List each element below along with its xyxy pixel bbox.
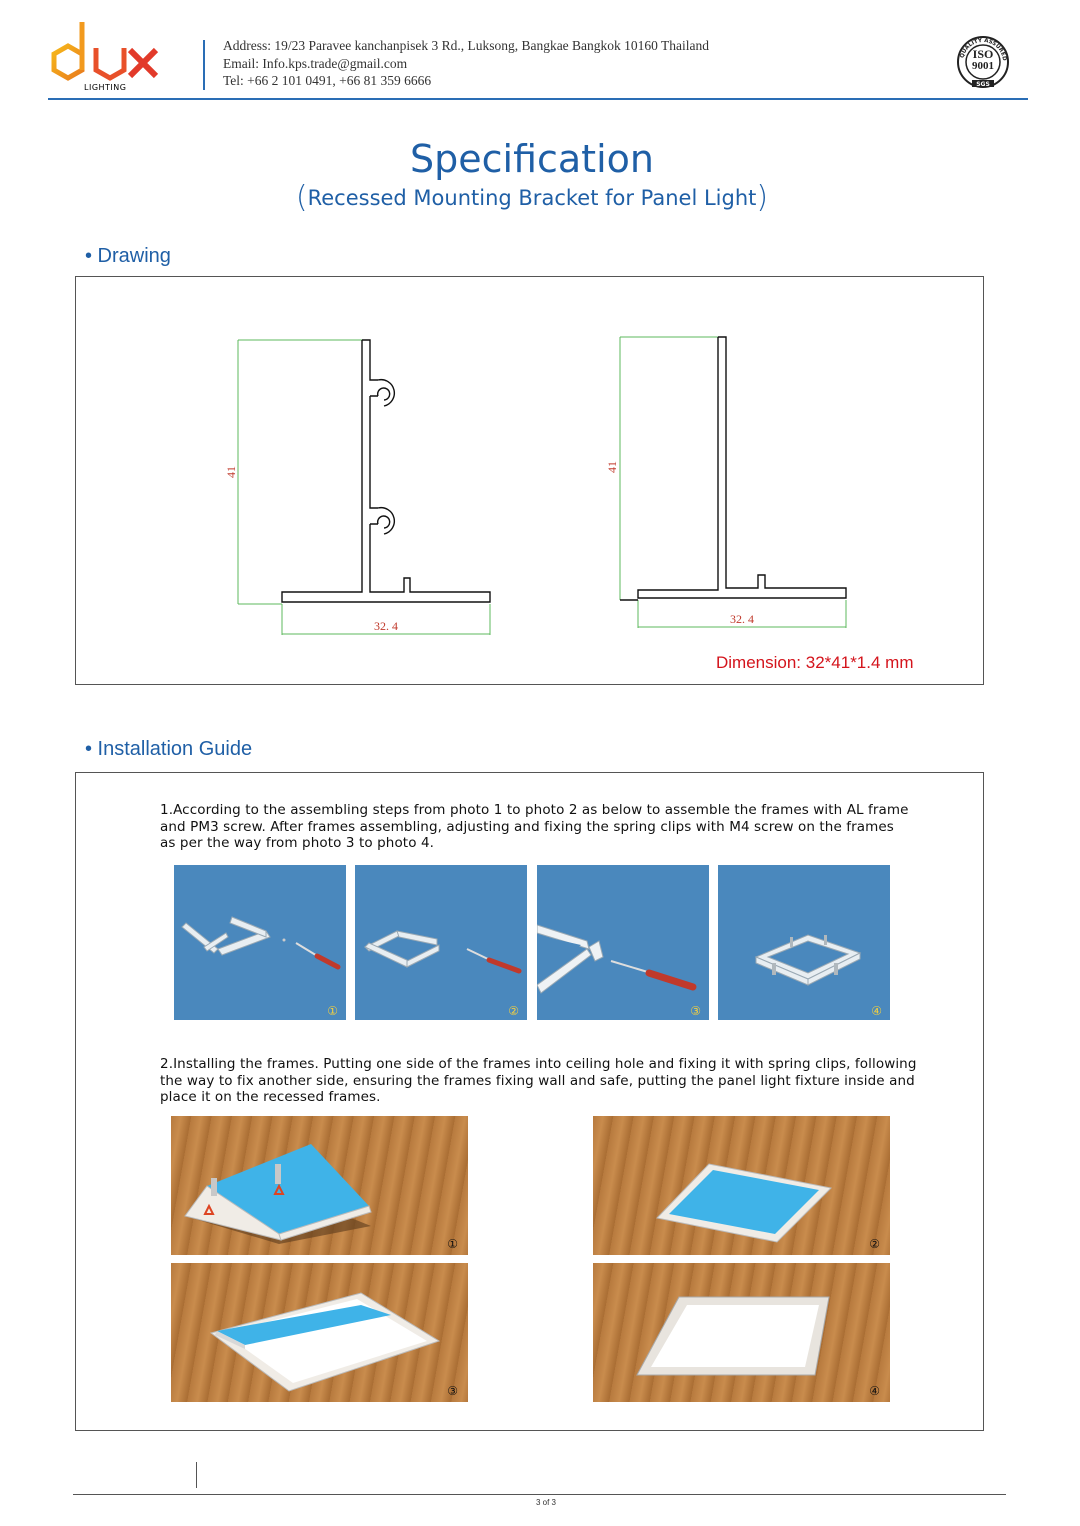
photo-label: ③ [447, 1384, 458, 1398]
logo-text: LIGHTING [84, 83, 127, 92]
tel-text: Tel: +66 2 101 0491, +66 81 359 6666 [223, 73, 432, 88]
assembly-photo-3 [537, 865, 709, 1020]
address-text: Address: 19/23 Paravee kanchanpisek 3 Rd., Luksong, Bangkae Bangkok 10160 Thailand [223, 38, 710, 53]
photo-label: ② [508, 1004, 519, 1018]
assembly-photo-1 [174, 865, 346, 1020]
page-title: Specification [410, 137, 654, 181]
photo-label: ③ [690, 1004, 701, 1018]
svg-text:ISO: ISO [972, 47, 994, 61]
photo-label: ④ [871, 1004, 882, 1018]
ceiling-photo-3 [171, 1263, 468, 1402]
page-number: 3 of 3 [535, 1498, 556, 1507]
left-height-label: 41 [224, 466, 238, 478]
dimension-text: Dimension: 32*41*1.4 mm [716, 653, 914, 672]
footer-rule [73, 1494, 1006, 1495]
bracket-drawing-left [220, 330, 500, 640]
left-width-label: 32. 4 [374, 619, 398, 633]
header-rule [48, 98, 1028, 100]
page-subtitle [0, 180, 1064, 215]
iso-badge [955, 34, 1011, 90]
svg-text:SGS: SGS [976, 81, 990, 88]
right-width-label: 32. 4 [730, 612, 754, 626]
installation-section-title: • Installation Guide [85, 738, 253, 760]
photo-label: ① [447, 1237, 458, 1251]
step2-text: 2.Installing the frames. Putting one side of the frames into ceiling hole and fixing it with spring clips, following the way to fix another side, ensuring the frames fixing wall and safe, putting the panel light fixture inside and place it on the recessed frames. [160, 1056, 917, 1105]
bracket-drawing-right [600, 330, 860, 630]
subtitle-open-paren: ( [295, 180, 308, 215]
step1-text: 1.According to the assembling steps from photo 1 to photo 2 as below to assemble the frames with AL frame and PM3 screw. After frames assembling, adjusting and fixing the spring clips with M4 screw on the frames as per the way from photo 3 to photo 4. [160, 802, 909, 851]
company-logo [50, 14, 162, 94]
photo-label: ① [327, 1004, 338, 1018]
right-height-label: 41 [605, 461, 619, 473]
footer-marker [196, 1462, 197, 1488]
drawing-section-title: • Drawing [85, 245, 171, 267]
svg-text:9001: 9001 [972, 60, 994, 72]
subtitle-close-paren: ) [756, 180, 769, 215]
svg-text:QUALITY ASSURED FIRM: QUALITY ASSURED [959, 37, 1008, 62]
ceiling-photo-1 [171, 1116, 468, 1255]
photo-label: ② [869, 1237, 880, 1251]
photo-label: ④ [869, 1384, 880, 1398]
header-divider [203, 40, 205, 90]
subtitle-text: Recessed Mounting Bracket for Panel Light [307, 186, 757, 210]
assembly-photo-2 [355, 865, 527, 1020]
ceiling-photo-4 [593, 1263, 890, 1402]
contact-info [223, 37, 709, 90]
ceiling-photo-2 [593, 1116, 890, 1255]
email-text: Email: Info.kps.trade@gmail.com [223, 55, 408, 71]
assembly-photo-4 [718, 865, 890, 1020]
